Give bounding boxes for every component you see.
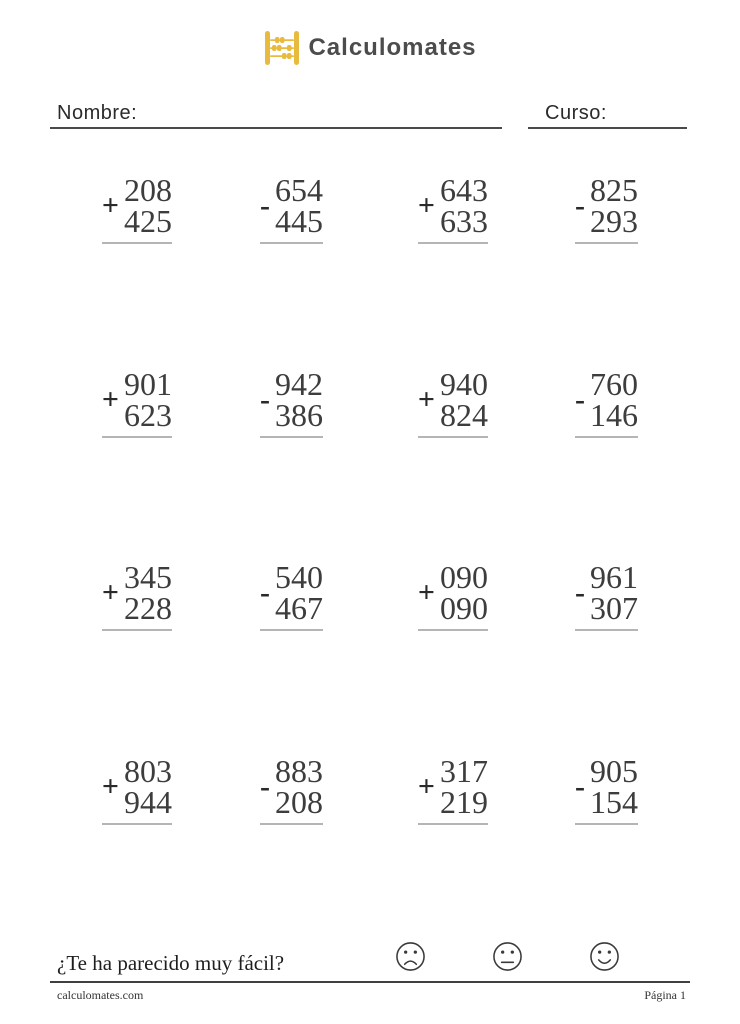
operator: +: [101, 576, 119, 609]
operator: -: [260, 382, 270, 416]
bottom-operand: 228: [124, 590, 172, 626]
problem-16: [575, 752, 638, 825]
top-operand: 090: [440, 559, 488, 595]
bottom-operand: 208: [275, 783, 323, 820]
abacus-icon: [263, 28, 301, 68]
problems-grid: [55, 172, 638, 949]
operator: -: [260, 769, 270, 803]
footer-divider: [50, 981, 690, 983]
bottom-operand: 623: [124, 396, 172, 433]
bottom-operand: 154: [590, 783, 638, 820]
bottom-operand: 219: [440, 783, 488, 820]
top-operand: 760: [590, 365, 638, 402]
problem-11: [417, 559, 488, 631]
top-operand: 643: [440, 172, 488, 208]
bottom-operand: 386: [275, 396, 323, 433]
logo-text: Calculomates: [308, 34, 477, 61]
top-operand: 208: [124, 172, 172, 208]
operator: +: [417, 382, 435, 416]
logo: [0, 28, 740, 68]
bottom-operand: 090: [440, 590, 488, 626]
operator: +: [101, 382, 119, 416]
bottom-operand: 293: [590, 203, 638, 239]
operator: -: [575, 189, 585, 222]
top-operand: 901: [124, 365, 172, 402]
operator: +: [417, 189, 435, 222]
problem-8: [575, 365, 638, 438]
problem-3: [417, 172, 488, 244]
problem-9: [101, 559, 172, 631]
bottom-operand: 307: [590, 590, 638, 626]
top-operand: 940: [440, 365, 488, 402]
bottom-operand: 633: [440, 203, 488, 239]
operator: -: [575, 576, 585, 609]
top-operand: 540: [275, 559, 323, 595]
problem-10: [260, 559, 323, 631]
top-operand: 654: [275, 172, 323, 208]
bottom-operand: 445: [275, 203, 323, 239]
bottom-operand: 824: [440, 396, 488, 433]
top-operand: 825: [590, 172, 638, 208]
top-operand: 883: [275, 752, 323, 789]
neutral-face-icon: [492, 941, 523, 972]
problem-2: [260, 172, 323, 244]
happy-face-icon: [589, 941, 620, 972]
top-operand: 803: [124, 752, 172, 789]
problem-12: [575, 559, 638, 631]
top-operand: 345: [124, 559, 172, 595]
problem-13: [101, 752, 172, 825]
problem-15: [417, 752, 488, 825]
footer-site: calculomates.com: [57, 988, 144, 1002]
feedback-question: ¿Te ha parecido muy fácil?: [57, 951, 285, 975]
operator: +: [417, 576, 435, 609]
bottom-operand: 467: [275, 590, 323, 626]
top-operand: 317: [440, 752, 488, 789]
operator: -: [260, 189, 270, 222]
course-label: Curso:: [545, 102, 607, 124]
operator: -: [260, 576, 270, 609]
top-operand: 961: [590, 559, 638, 595]
name-label: Nombre:: [57, 102, 138, 124]
problem-6: [260, 365, 323, 438]
problem-5: [101, 365, 172, 438]
problem-1: [101, 172, 172, 244]
sad-face-icon: [395, 941, 426, 972]
operator: +: [417, 769, 435, 803]
name-field: [50, 99, 502, 129]
top-operand: 942: [275, 365, 323, 402]
operator: +: [101, 769, 119, 803]
problem-14: [260, 752, 323, 825]
operator: -: [575, 769, 585, 803]
bottom-operand: 425: [124, 203, 172, 239]
problem-7: [417, 365, 488, 438]
top-operand: 905: [590, 752, 638, 789]
footer-page-number: Página 1: [644, 988, 686, 1002]
operator: +: [101, 189, 119, 222]
bottom-operand: 146: [590, 396, 638, 433]
course-field: [528, 99, 687, 129]
problem-4: [575, 172, 638, 244]
operator: -: [575, 382, 585, 416]
bottom-operand: 944: [124, 783, 172, 820]
